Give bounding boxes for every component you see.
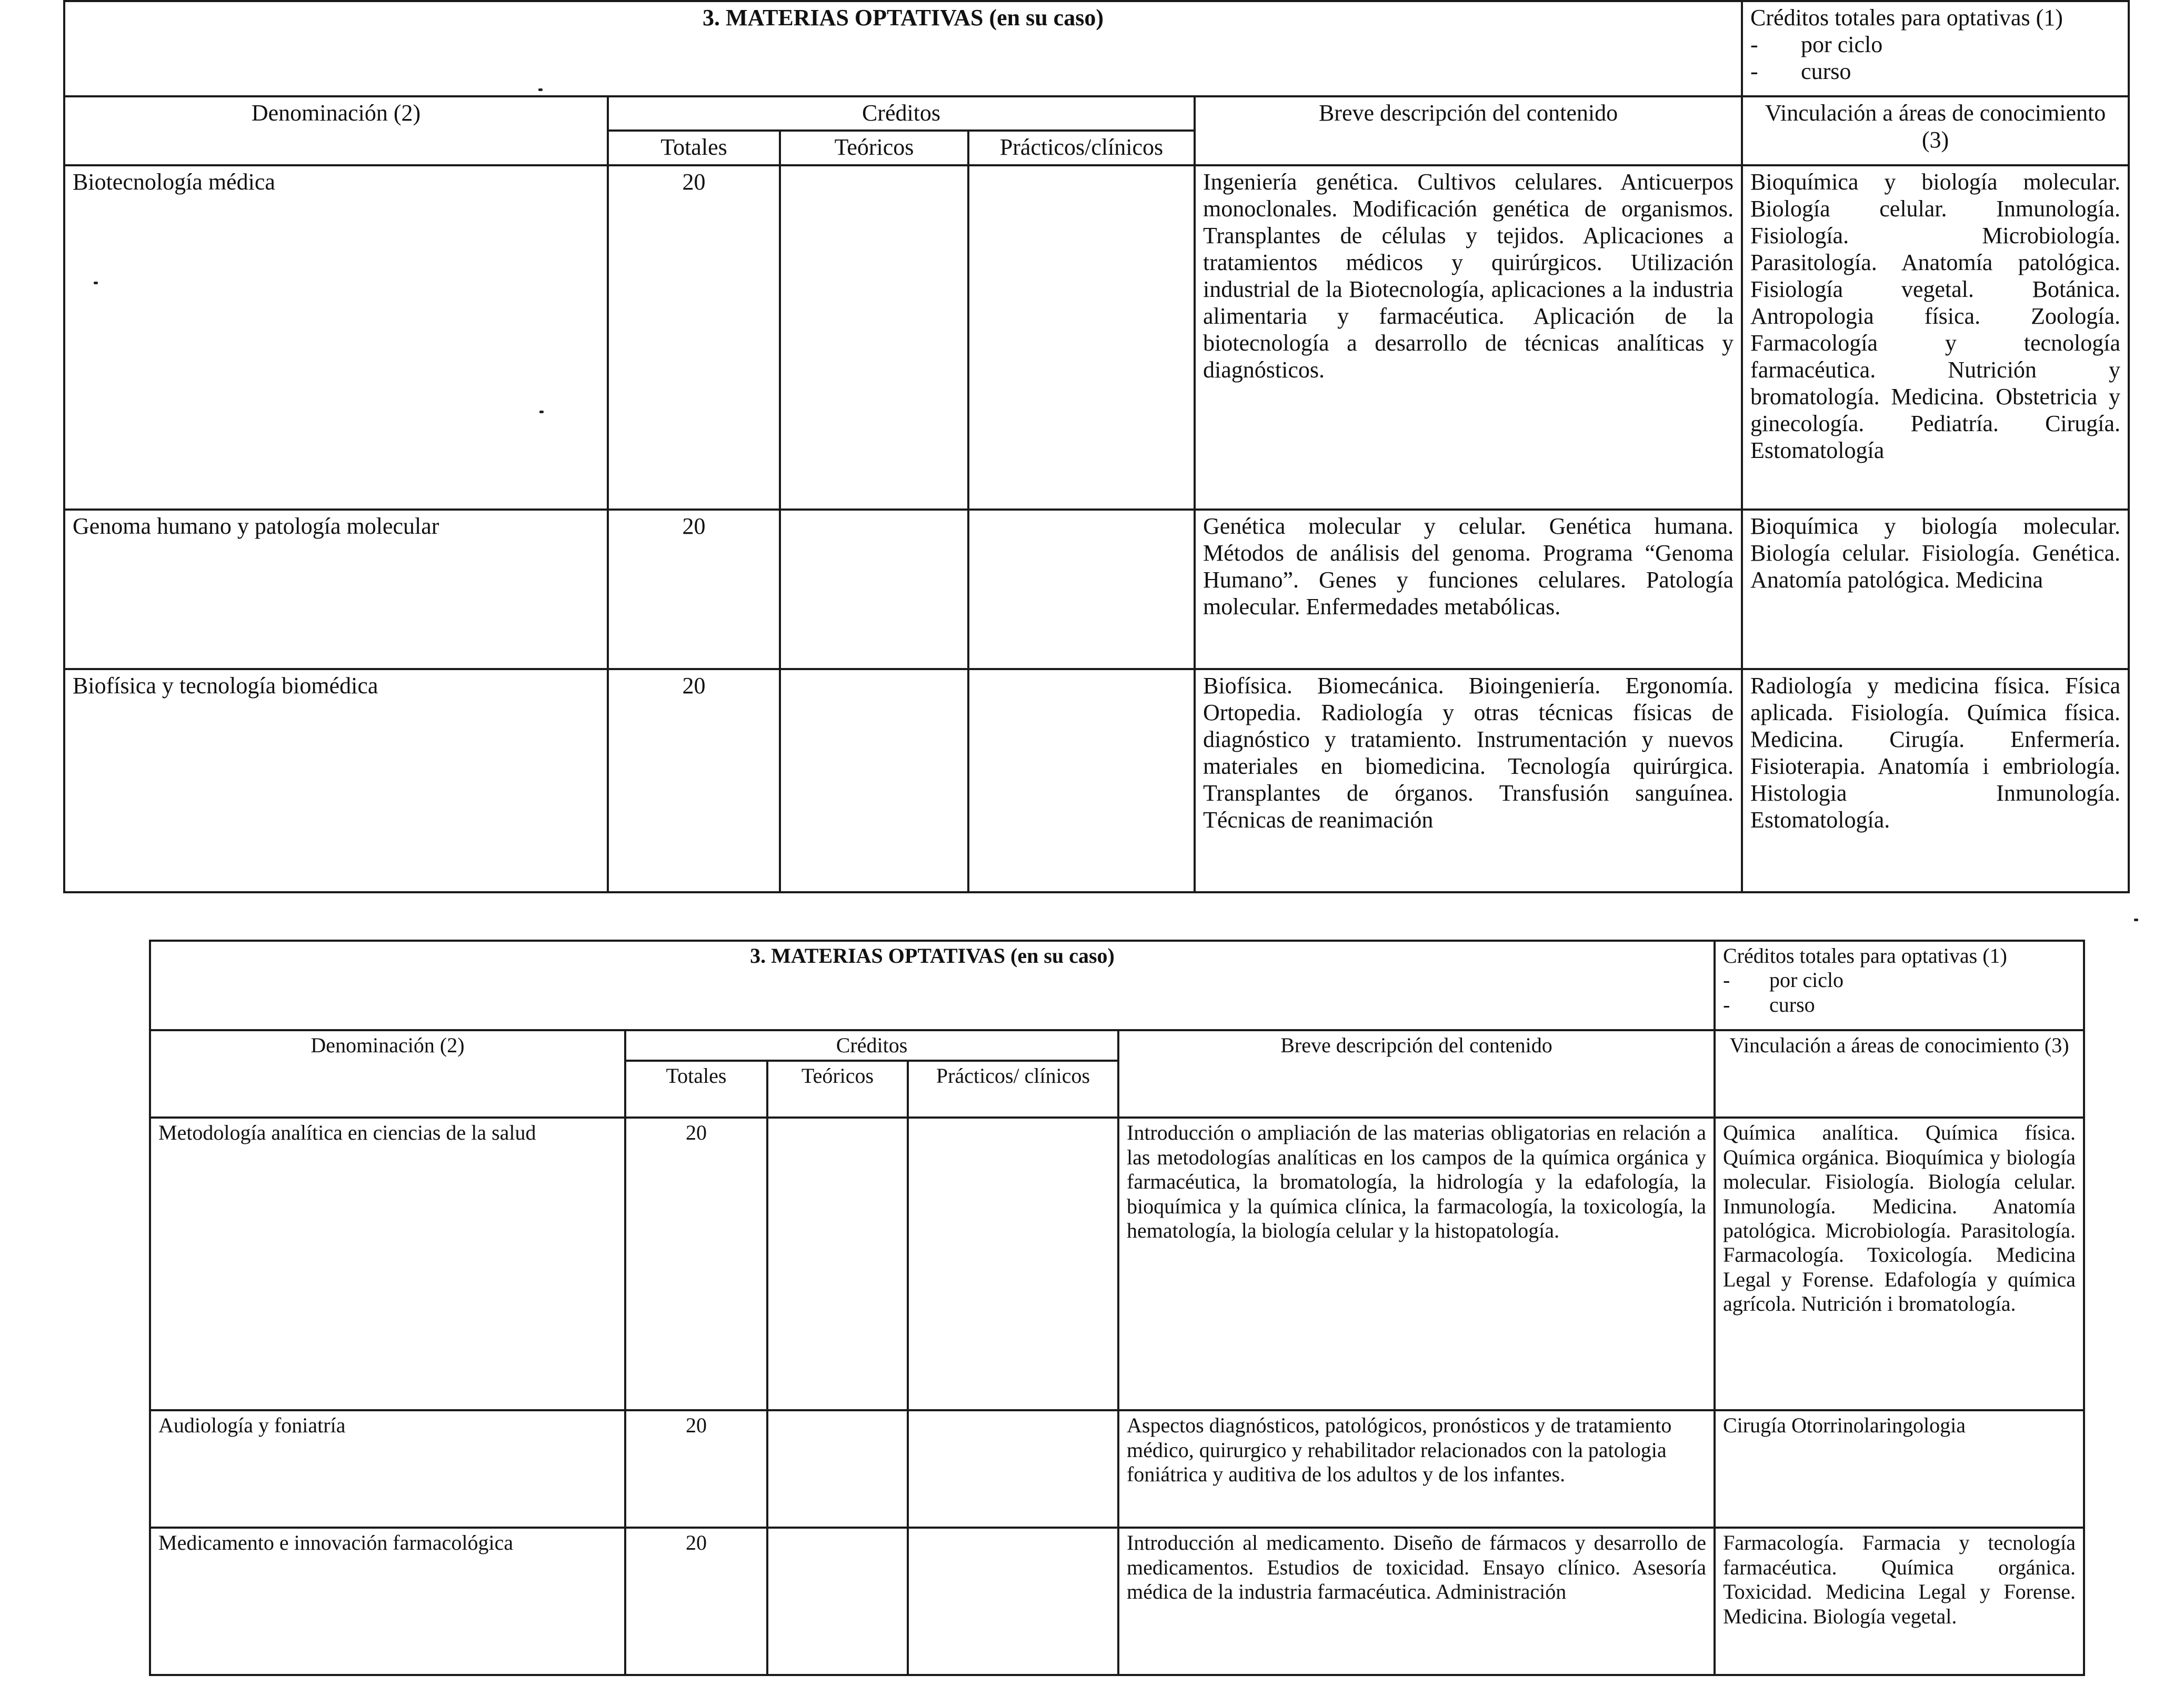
- table-row: [150, 1410, 2084, 1528]
- row-totales: 20: [608, 165, 780, 510]
- header-teoricos: Teóricos: [767, 1061, 908, 1118]
- row-teoricos: [780, 669, 968, 892]
- row-practicos: [908, 1410, 1118, 1528]
- row-totales: 20: [625, 1410, 767, 1528]
- table-row: [64, 510, 2129, 669]
- optativas-table-2: [149, 940, 2085, 1676]
- row-name: Genoma humano y patología molecular: [64, 510, 608, 669]
- scan-speck: [538, 88, 543, 91]
- row-descripcion: Introducción al medicamento. Diseño de fármacos y desarrollo de medicamentos. Estudios de toxicidad. Ensayo clínico. Asesoría médica de la industria farmacéutica. Administración: [1118, 1528, 1715, 1675]
- credits-total-heading: Créditos totales para optativas (1): [1723, 944, 2007, 968]
- header-practicos: Prácticos/clínicos: [968, 131, 1195, 165]
- row-vinculacion: Química analítica. Química física. Química orgánica. Bioquímica y biología molecular. Fisiología. Biología celular. Inmunología. Medicina. Anatomía patológica. Microbiología. Parasitología. Farmacología. Toxicología. Medicina Legal y Forense. Edafología y química agrícola. Nutrición i bromatología.: [1715, 1118, 2084, 1410]
- row-vinculacion: Bioquímica y biología molecular. Biología celular. Fisiología. Genética. Anatomía patológica. Medicina: [1742, 510, 2129, 669]
- credits-per-cycle: - por ciclo: [1750, 31, 2120, 58]
- header-creditos: Créditos: [625, 1030, 1118, 1061]
- row-descripcion: Aspectos diagnósticos, patológicos, pronósticos y de tratamiento médico, quirurgico y rehabilitador relacionados con la patologia foniátrica y auditiva de los adultos y de los infantes.: [1118, 1410, 1715, 1528]
- row-totales: 20: [608, 510, 780, 669]
- header-denominacion: Denominación (2): [150, 1030, 625, 1118]
- row-practicos: [908, 1528, 1118, 1675]
- header-vinculacion: Vinculación a áreas de conocimiento (3): [1742, 96, 2129, 165]
- row-name: Metodología analítica en ciencias de la salud: [150, 1118, 625, 1410]
- optativas-table-1: [63, 0, 2130, 893]
- credits-total-heading: Créditos totales para optativas (1): [1750, 5, 2063, 31]
- table-title: 3. MATERIAS OPTATIVAS (en su caso): [150, 941, 1715, 1030]
- row-totales: 20: [625, 1528, 767, 1675]
- credits-per-course: - curso: [1723, 993, 2076, 1017]
- row-teoricos: [767, 1528, 908, 1675]
- header-totales: Totales: [625, 1061, 767, 1118]
- scan-speck: [2134, 919, 2138, 921]
- row-name: Medicamento e innovación farmacológica: [150, 1528, 625, 1675]
- header-denominacion: Denominación (2): [64, 96, 608, 165]
- row-name: Biotecnología médica: [64, 165, 608, 510]
- header-practicos: Prácticos/ clínicos: [908, 1061, 1118, 1118]
- row-teoricos: [780, 510, 968, 669]
- row-descripcion: Biofísica. Biomecánica. Bioingeniería. Ergonomía. Ortopedia. Radiología y otras técnicas físicas de diagnóstico y tratamiento. Instrumentación y nuevos materiales en biomedicina. Tecnología quirúrgica. Transplantes de órganos. Transfusión sanguínea. Técnicas de reanimación: [1195, 669, 1742, 892]
- table-row: [64, 669, 2129, 892]
- row-practicos: [968, 165, 1195, 510]
- credits-per-course: - curso: [1750, 58, 2120, 85]
- row-teoricos: [767, 1118, 908, 1410]
- row-teoricos: [780, 165, 968, 510]
- header-vinculacion: Vinculación a áreas de conocimiento (3): [1715, 1030, 2084, 1118]
- table-title: 3. MATERIAS OPTATIVAS (en su caso): [64, 1, 1742, 96]
- row-practicos: [908, 1118, 1118, 1410]
- header-teoricos: Teóricos: [780, 131, 968, 165]
- credits-total-box: [1742, 1, 2129, 96]
- table-row: [64, 165, 2129, 510]
- row-vinculacion: Cirugía Otorrinolaringologia: [1715, 1410, 2084, 1528]
- row-totales: 20: [625, 1118, 767, 1410]
- row-teoricos: [767, 1410, 908, 1528]
- row-totales: 20: [608, 669, 780, 892]
- header-descripcion: Breve descripción del contenido: [1195, 96, 1742, 165]
- row-descripcion: Introducción o ampliación de las materias obligatorias en relación a las metodologías analíticas en los campos de la química orgánica y farmacéutica, la bromatología, la hidrología y la edafología, la bioquímica y la química clínica, la farmacología, la toxicología, la hematología, la biología celular y la histopatología.: [1118, 1118, 1715, 1410]
- row-vinculacion: Farmacología. Farmacia y tecnología farmacéutica. Química orgánica. Toxicidad. Medicina Legal y Forense. Medicina. Biología vegetal.: [1715, 1528, 2084, 1675]
- credits-per-cycle: - por ciclo: [1723, 968, 2076, 992]
- row-vinculacion: Radiología y medicina física. Física aplicada. Fisiología. Química física. Medicina. Cirugía. Enfermería. Fisioterapia. Anatomía i embriología. Histologia Inmunología. Estomatología.: [1742, 669, 2129, 892]
- row-descripcion: Ingeniería genética. Cultivos celulares. Anticuerpos monoclonales. Modificación genética de organismos. Transplantes de células y tejidos. Aplicaciones a tratamientos médicos y quirúrgicos. Utilización industrial de la Biotecnología, aplicaciones a la industria alimentaria y farmacéutica. Aplicación de la biotecnología a desarrollo de técnicas analíticas y diagnósticos.: [1195, 165, 1742, 510]
- scan-speck: [539, 411, 544, 413]
- row-name: Biofísica y tecnología biomédica: [64, 669, 608, 892]
- row-name: Audiología y foniatría: [150, 1410, 625, 1528]
- credits-total-box: [1715, 941, 2084, 1030]
- row-vinculacion: Bioquímica y biología molecular. Biología celular. Inmunología. Fisiología. Microbiología. Parasitología. Anatomía patológica. Fisiología vegetal. Botánica. Antropologia física. Zoología. Farmacología y tecnología farmacéutica. Nutrición y bromatología. Medicina. Obstetricia y ginecología. Pediatría. Cirugía. Estomatología: [1742, 165, 2129, 510]
- header-creditos: Créditos: [608, 96, 1195, 131]
- header-totales: Totales: [608, 131, 780, 165]
- row-practicos: [968, 510, 1195, 669]
- header-descripcion: Breve descripción del contenido: [1118, 1030, 1715, 1118]
- row-descripcion: Genética molecular y celular. Genética humana. Métodos de análisis del genoma. Programa “Genoma Humano”. Genes y funciones celulares. Patología molecular. Enfermedades metabólicas.: [1195, 510, 1742, 669]
- scan-speck: [94, 282, 98, 284]
- row-practicos: [968, 669, 1195, 892]
- table-row: [150, 1528, 2084, 1675]
- table-row: [150, 1118, 2084, 1410]
